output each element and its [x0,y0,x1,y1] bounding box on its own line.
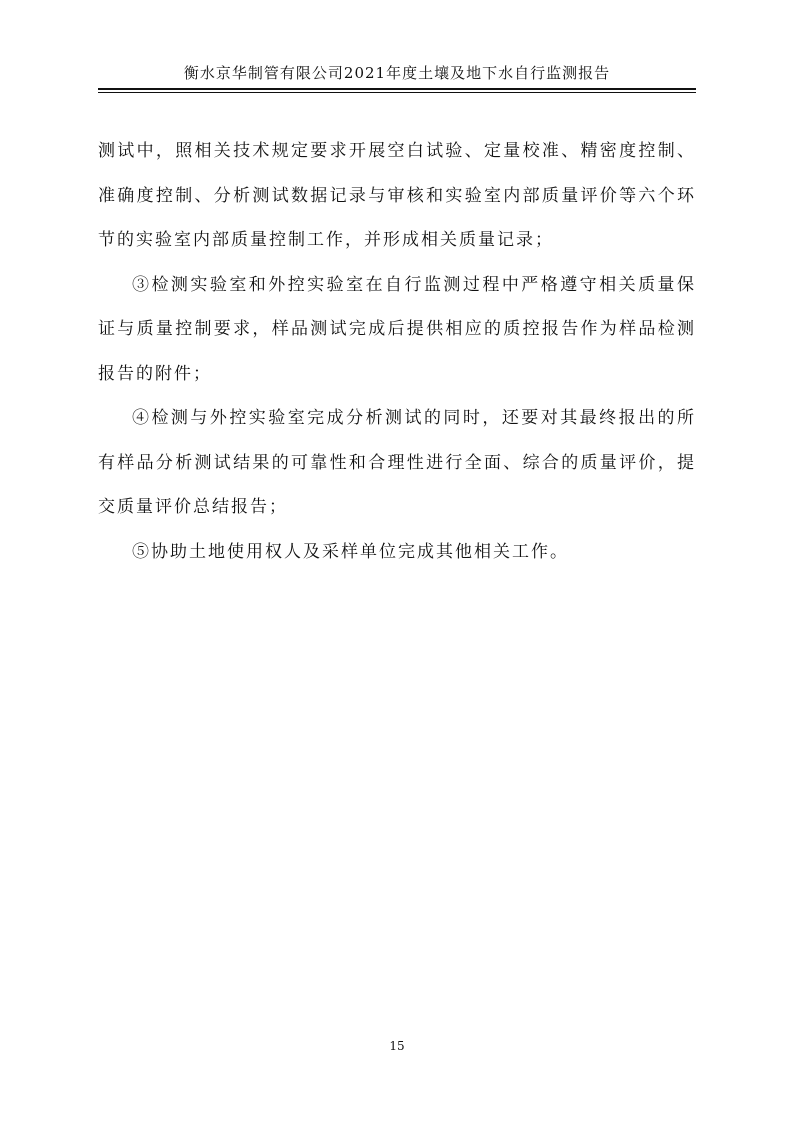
paragraph-item-5: ⑤协助土地使用权人及采样单位完成其他相关工作。 [132,541,569,562]
header-rule-thin [98,92,696,93]
header-rule-thick [98,88,696,90]
body-text [98,129,696,574]
document-header-title: 衡水京华制管有限公司2021年度土壤及地下水自行监测报告 [183,64,611,82]
paragraph-item-3: ③检测实验室和外控实验室在自行监测过程中严格遵守相关质量保证与质量控制要求，样品测试完成后提供相应的质控报告作为样品检测报告的附件； [98,274,696,384]
page-number: 15 [389,1039,405,1053]
paragraph-item-4: ④检测与外控实验室完成分析测试的同时，还要对其最终报出的所有样品分析测试结果的可靠性和合理性进行全面、综合的质量评价，提交质量评价总结报告； [98,408,696,517]
paragraph-continuation: 测试中，照相关技术规定要求开展空白试验、定量校准、精密度控制、准确度控制、分析测试数据记录与审核和实验室内部质量评价等六个环节的实验室内部质量控制工作，并形成相关质量记录； [98,141,696,250]
